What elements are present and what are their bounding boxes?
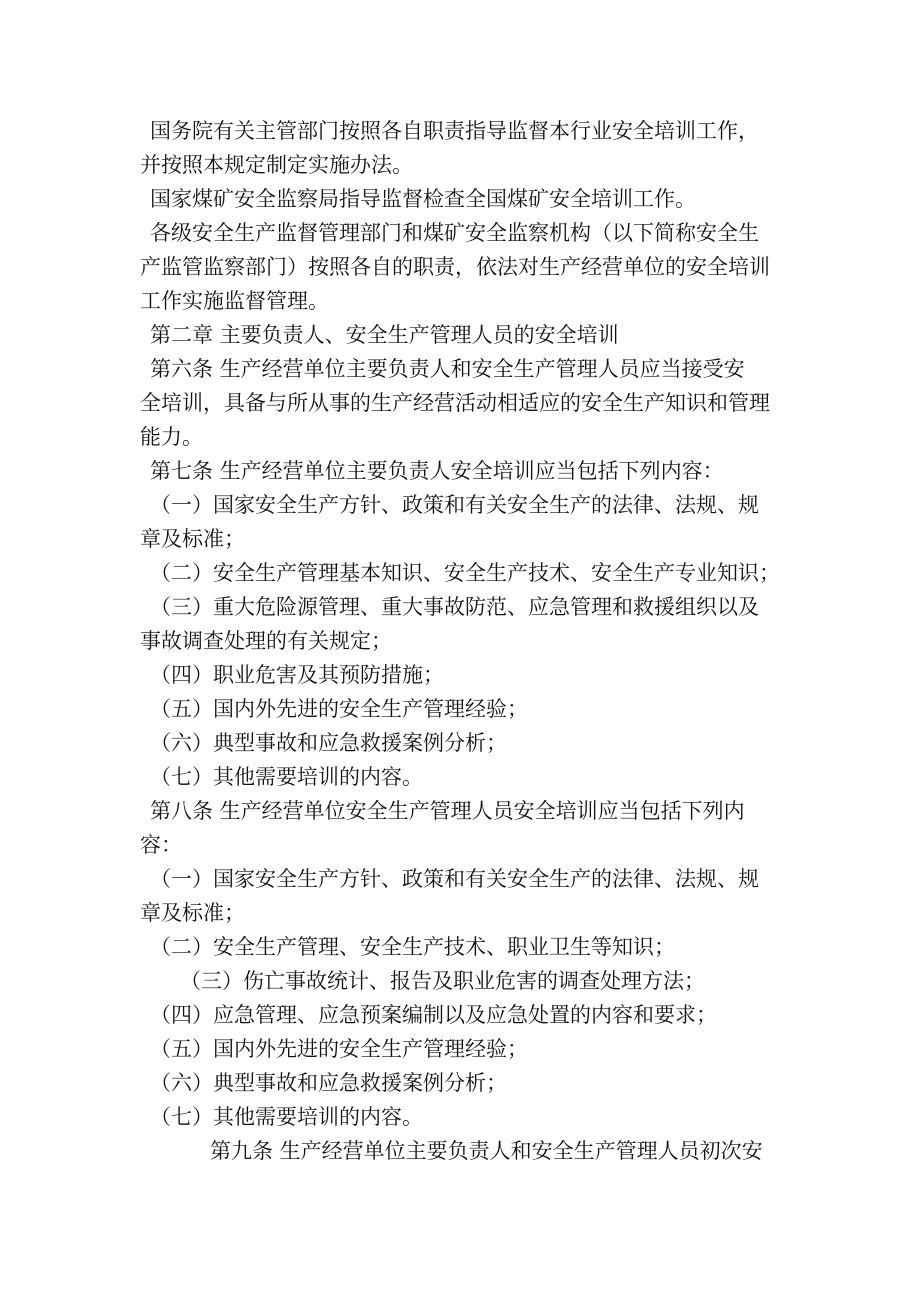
text-line: 工作实施监督管理。 [140, 289, 329, 313]
text-line: （四）应急管理、应急预案编制以及应急处置的内容和要求； [150, 1003, 717, 1027]
text-line: 第六条 生产经营单位主要负责人和安全生产管理人员应当接受安 [150, 357, 745, 381]
text-line: 第九条 生产经营单位主要负责人和安全生产管理人员初次安 [210, 1139, 763, 1163]
text-line: 国务院有关主管部门按照各自职责指导监督本行业安全培训工作， [150, 119, 759, 143]
text-line: 章及标准； [140, 527, 245, 551]
text-line: （一）国家安全生产方针、政策和有关安全生产的法律、法规、规 [150, 867, 759, 891]
text-line: 第八条 生产经营单位安全生产管理人员安全培训应当包括下列内 [150, 799, 745, 823]
text-line: （一）国家安全生产方针、政策和有关安全生产的法律、法规、规 [150, 493, 759, 517]
text-line: （七）其他需要培训的内容。 [150, 1105, 423, 1129]
document-body [140, 114, 785, 1168]
text-line: 各级安全生产监督管理部门和煤矿安全监察机构（以下简称安全生 [150, 221, 759, 245]
text-line: （七）其他需要培训的内容。 [150, 765, 423, 789]
text-line: （六）典型事故和应急救援案例分析； [150, 731, 507, 755]
text-line: （五）国内外先进的安全生产管理经验； [150, 697, 528, 721]
text-line: 产监管监察部门）按照各自的职责，依法对生产经营单位的安全培训 [140, 255, 770, 279]
text-line: （四）职业危害及其预防措施； [150, 663, 444, 687]
text-line: 国家煤矿安全监察局指导监督检查全国煤矿安全培训工作。 [150, 187, 696, 211]
text-line: （二）安全生产管理基本知识、安全生产技术、安全生产专业知识； [150, 561, 780, 585]
text-line: （五）国内外先进的安全生产管理经验； [150, 1037, 528, 1061]
text-line: 事故调查处理的有关规定； [140, 629, 392, 653]
text-line: （三）重大危险源管理、重大事故防范、应急管理和救援组织以及 [150, 595, 759, 619]
text-line: 并按照本规定制定实施办法。 [140, 153, 413, 177]
text-line: 能力。 [140, 425, 203, 449]
text-line: 容： [140, 833, 182, 857]
text-line: 全培训，具备与所从事的生产经营活动相适应的安全生产知识和管理 [140, 391, 770, 415]
text-line: （三）伤亡事故统计、报告及职业危害的调查处理方法； [180, 969, 705, 993]
text-line: 第七条 生产经营单位主要负责人安全培训应当包括下列内容： [150, 459, 724, 483]
text-line: （六）典型事故和应急救援案例分析； [150, 1071, 507, 1095]
text-line: 章及标准； [140, 901, 245, 925]
text-line: 第二章 主要负责人、安全生产管理人员的安全培训 [150, 323, 619, 347]
text-line: （二）安全生产管理、安全生产技术、职业卫生等知识； [150, 935, 675, 959]
